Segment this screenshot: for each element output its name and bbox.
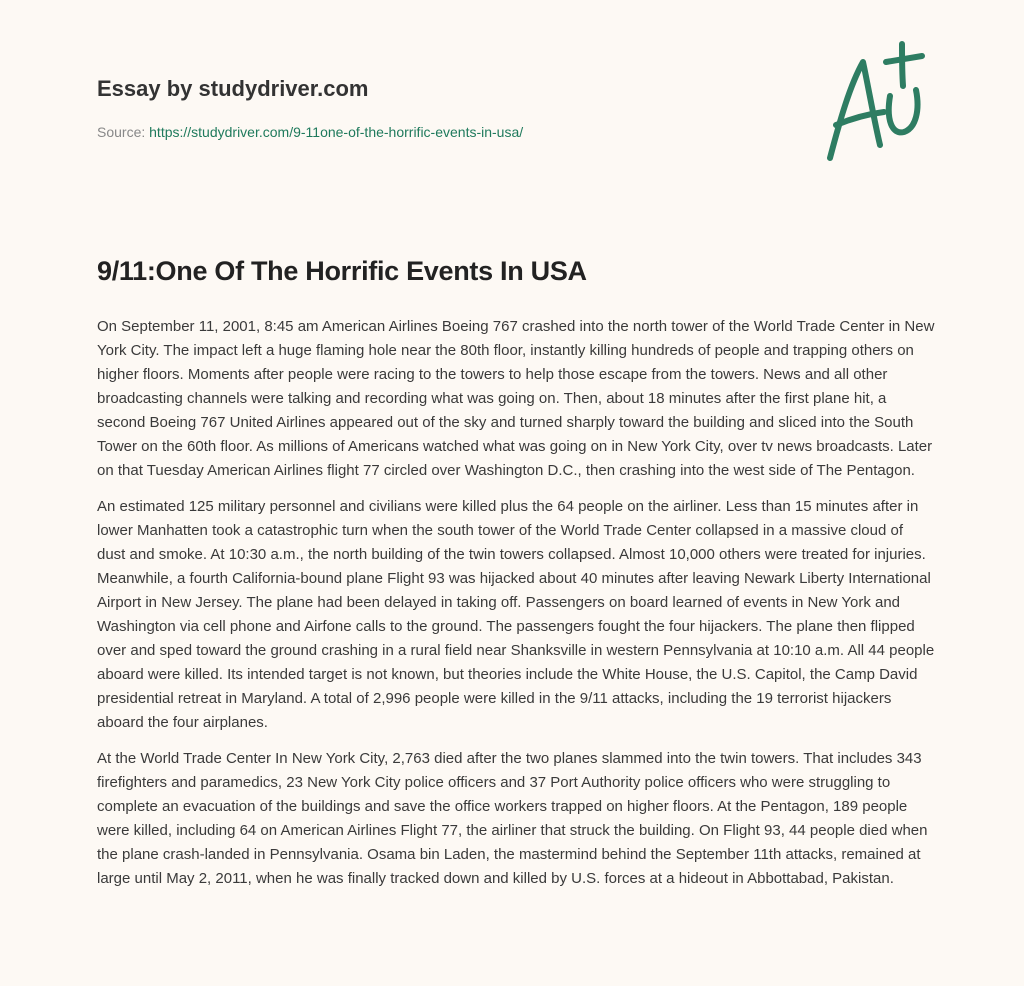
a-plus-logo-icon bbox=[818, 40, 928, 165]
paragraph: An estimated 125 military personnel and civilians were killed plus the 64 people on the airliner. Less than 15 minutes after in lower Manhatten took a catastrophic turn when the south tower of the World Trade Center collapsed in a massive cloud of dust and smoke. At 10:30 a.m., the north building of the twin towers collapsed. Almost 10,000 others were treated for injuries. Meanwhile, a fourth California-bound plane Flight 93 was hijacked about 40 minutes after leaving Newark Liberty International Airport in New Jersey. The plane had been delayed in taking off. Passengers on board learned of events in New York and Washington via cell phone and Airfone calls to the ground. The passengers fought the four hijackers. The plane then flipped over and sped toward the ground crashing in a rural field near Shanksville in western Pennsylvania at 10:10 a.m. All 44 people aboard were killed. Its intended target is not known, but theories include the White House, the U.S. Capitol, the Camp David presidential retreat in Maryland. A total of 2,996 people were killed in the 9/11 attacks, including the 19 terrorist hijackers aboard the four airplanes. bbox=[97, 498, 935, 731]
article-title: 9/11:One Of The Horrific Events In USA bbox=[97, 256, 587, 286]
article-body bbox=[97, 315, 935, 903]
source-link[interactable]: https://studydriver.com/9-11one-of-the-horrific-events-in-usa/ bbox=[149, 124, 524, 140]
source-line bbox=[97, 124, 523, 140]
source-label: Source: bbox=[97, 124, 146, 140]
site-title: Essay by studydriver.com bbox=[97, 76, 369, 101]
paragraph: At the World Trade Center In New York City, 2,763 died after the two planes slammed into the twin towers. That includes 343 firefighters and paramedics, 23 New York City police officers and 37 Port Authority police officers who were struggling to complete an evacuation of the buildings and save the office workers trapped on higher floors. At the Pentagon, 189 people were killed, including 64 on American Airlines Flight 77, the airliner that struck the building. On Flight 93, 44 people died when the plane crash-landed in Pennsylvania. Osama bin Laden, the mastermind behind the September 11th attacks, remained at large until May 2, 2011, when he was finally tracked down and killed by U.S. forces at a hideout in Abbottabad, Pakistan. bbox=[97, 750, 928, 887]
paragraph: On September 11, 2001, 8:45 am American Airlines Boeing 767 crashed into the north tower of the World Trade Center in New York City. The impact left a huge flaming hole near the 80th floor, instantly killing hundreds of people and trapping others on higher floors. Moments after people were racing to the towers to help those escape from the towers. News and all other broadcasting channels were talking and recording what was going on. Then, about 18 minutes after the first plane hit, a second Boeing 767 United Airlines appeared out of the sky and turned sharply toward the building and sliced into the South Tower on the 60th floor. As millions of Americans watched what was going on in New York City, over tv news broadcasts. Later on that Tuesday American Airlines flight 77 circled over Washington D.C., then crashing into the west side of The Pentagon. bbox=[97, 318, 935, 479]
